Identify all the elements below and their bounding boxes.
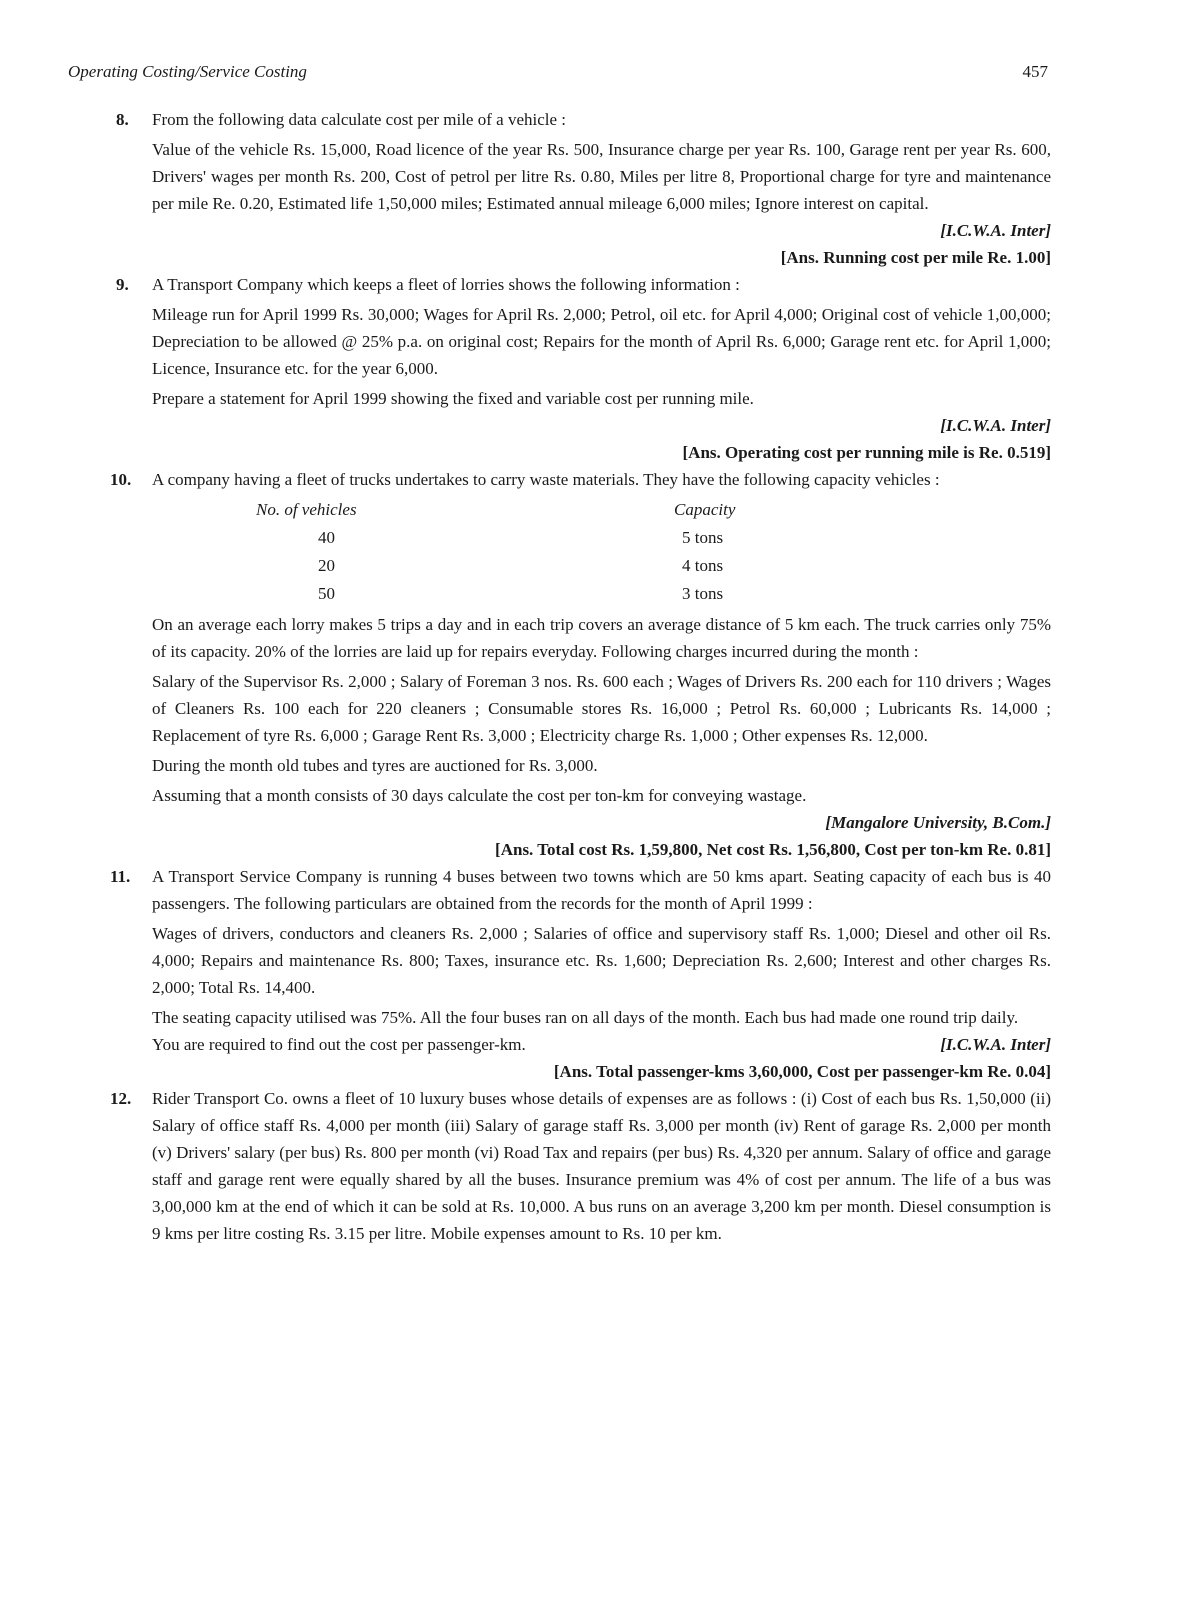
requirement-row bbox=[152, 1031, 1051, 1058]
problem-statement: From the following data calculate cost per mile of a vehicle : bbox=[152, 110, 566, 129]
problem-number: 8. bbox=[116, 110, 129, 129]
problem-statement: A company having a fleet of trucks undertakes to carry waste materials. They have the following capacity vehicles : bbox=[152, 470, 940, 489]
page-header bbox=[68, 58, 1048, 88]
running-title: Operating Costing/Service Costing bbox=[68, 62, 307, 81]
page-body bbox=[110, 106, 1051, 1247]
problem-paragraph: Assuming that a month consists of 30 days calculate the cost per ton-km for conveying wastage. bbox=[152, 786, 807, 805]
problem-8 bbox=[116, 106, 1051, 271]
table-row bbox=[256, 523, 735, 551]
problem-statement: Rider Transport Co. owns a fleet of 10 luxury buses whose details of expenses are as follows : (i) Cost of each bus Rs. 1,50,000 (ii) Salary of office staff Rs. 4,000 per month (iii) Salary of garage staff Rs. 3,000 per month (iv) Rent of garage Rs. 2,000 per month (v) Drivers' salary (per bus) Rs. 800 per month (vi) Road Tax and repairs (per bus) Rs. 4,320 per annum. Salary of office and garage staff and garage rent were equally shared by all the buses. Insurance premium was 4% of cost per annum. The life of a bus was 3,00,000 km at the end of which it can be sold at Rs. 10,000. A bus runs on an average 3,200 km per month. Diesel consumption is 9 kms per litre costing Rs. 3.15 per litre. Mobile expenses amount to Rs. 10 per km. bbox=[152, 1089, 1051, 1243]
problem-statement: A Transport Company which keeps a fleet of lorries shows the following information : bbox=[152, 275, 740, 294]
problem-paragraph: Salary of the Supervisor Rs. 2,000 ; Salary of Foreman 3 nos. Rs. 600 each ; Wages of Drivers Rs. 200 each for 110 drivers ; Wages of Cleaners Rs. 100 each for 220 cleaners ; Consumable stores Rs. 16,000 ; Petrol Rs. 60,000 ; Lubricants Rs. 14,000 ; Replacement of tyre Rs. 6,000 ; Garage Rent Rs. 3,000 ; Electricity charge Rs. 1,000 ; Other expenses Rs. 12,000. bbox=[152, 672, 1051, 745]
problem-9 bbox=[116, 271, 1051, 466]
source-citation: [I.C.W.A. Inter] bbox=[940, 221, 1051, 240]
table-cell: 50 bbox=[318, 583, 335, 603]
problem-10 bbox=[110, 466, 1051, 863]
problem-number: 12. bbox=[110, 1089, 132, 1108]
table-cell: 3 tons bbox=[682, 583, 724, 603]
problem-number: 10. bbox=[110, 470, 132, 489]
column-header: No. of vehicles bbox=[256, 499, 357, 519]
table-row bbox=[256, 579, 735, 607]
page-number: 457 bbox=[1022, 62, 1048, 81]
problem-statement: A Transport Service Company is running 4 buses between two towns which are 50 kms apart. Seating capacity of each bus is 40 passengers. The following particulars are obtained from the records for the month of April 1999 : bbox=[152, 867, 1051, 913]
problem-12 bbox=[110, 1085, 1051, 1247]
source-citation: [I.C.W.A. Inter] bbox=[940, 416, 1051, 435]
table-cell: 20 bbox=[318, 555, 335, 575]
problem-paragraph: Wages of drivers, conductors and cleaners Rs. 2,000 ; Salaries of office and supervisory staff Rs. 1,000; Diesel and other oil Rs. 4,000; Repairs and maintenance Rs. 800; Taxes, insurance etc. Rs. 1,600; Depreciation Rs. 2,600; Interest and other charges Rs. 2,000; Total Rs. 14,400. bbox=[152, 924, 1051, 997]
problem-11 bbox=[110, 863, 1051, 1085]
source-citation: [I.C.W.A. Inter] bbox=[940, 1035, 1051, 1054]
column-header: Capacity bbox=[674, 499, 736, 519]
answer: [Ans. Running cost per mile Re. 1.00] bbox=[780, 248, 1051, 267]
problem-number: 9. bbox=[116, 275, 129, 294]
problem-paragraph: On an average each lorry makes 5 trips a day and in each trip covers an average distance of 5 km each. The truck carries only 75% of its capacity. 20% of the lorries are laid up for repairs everyday. Following charges incurred during the month : bbox=[152, 615, 1051, 661]
problem-details: Mileage run for April 1999 Rs. 30,000; Wages for April Rs. 2,000; Petrol, oil etc. for April 4,000; Original cost of vehicle 1,00,000; Depreciation to be allowed @ 25% p.a. on original cost; Repairs for the month of April Rs. 6,000; Garage rent etc. for April 1,000; Licence, Insurance etc. for the year 6,000. bbox=[152, 305, 1051, 378]
problem-requirement: Prepare a statement for April 1999 showing the fixed and variable cost per running mile. bbox=[152, 389, 754, 408]
table-cell: 5 tons bbox=[682, 527, 724, 547]
problem-paragraph: During the month old tubes and tyres are auctioned for Rs. 3,000. bbox=[152, 756, 598, 775]
source-citation: [Mangalore University, B.Com.] bbox=[825, 813, 1051, 832]
answer: [Ans. Operating cost per running mile is Re. 0.519] bbox=[682, 443, 1051, 462]
problem-paragraph: You are required to find out the cost per passenger-km. bbox=[152, 1035, 526, 1054]
table-header-row bbox=[256, 495, 735, 523]
problem-number: 11. bbox=[110, 867, 131, 886]
problem-paragraph: The seating capacity utilised was 75%. All the four buses ran on all days of the month. Each bus had made one round trip daily. bbox=[152, 1008, 1019, 1027]
table-cell: 40 bbox=[318, 527, 335, 547]
vehicle-capacity-table bbox=[256, 495, 735, 607]
answer: [Ans. Total passenger-kms 3,60,000, Cost per passenger-km Re. 0.04] bbox=[553, 1062, 1051, 1081]
table-row bbox=[256, 551, 735, 579]
answer: [Ans. Total cost Rs. 1,59,800, Net cost Rs. 1,56,800, Cost per ton-km Re. 0.81] bbox=[495, 840, 1051, 859]
problem-details: Value of the vehicle Rs. 15,000, Road licence of the year Rs. 500, Insurance charge per year Rs. 100, Garage rent per year Rs. 600, Drivers' wages per month Rs. 200, Cost of petrol per litre Rs. 0.80, Miles per litre 8, Proportional charge for tyre and maintenance per mile Re. 0.20, Estimated life 1,50,000 miles; Estimated annual mileage 6,000 miles; Ignore interest on capital. bbox=[152, 140, 1051, 213]
table-cell: 4 tons bbox=[682, 555, 724, 575]
